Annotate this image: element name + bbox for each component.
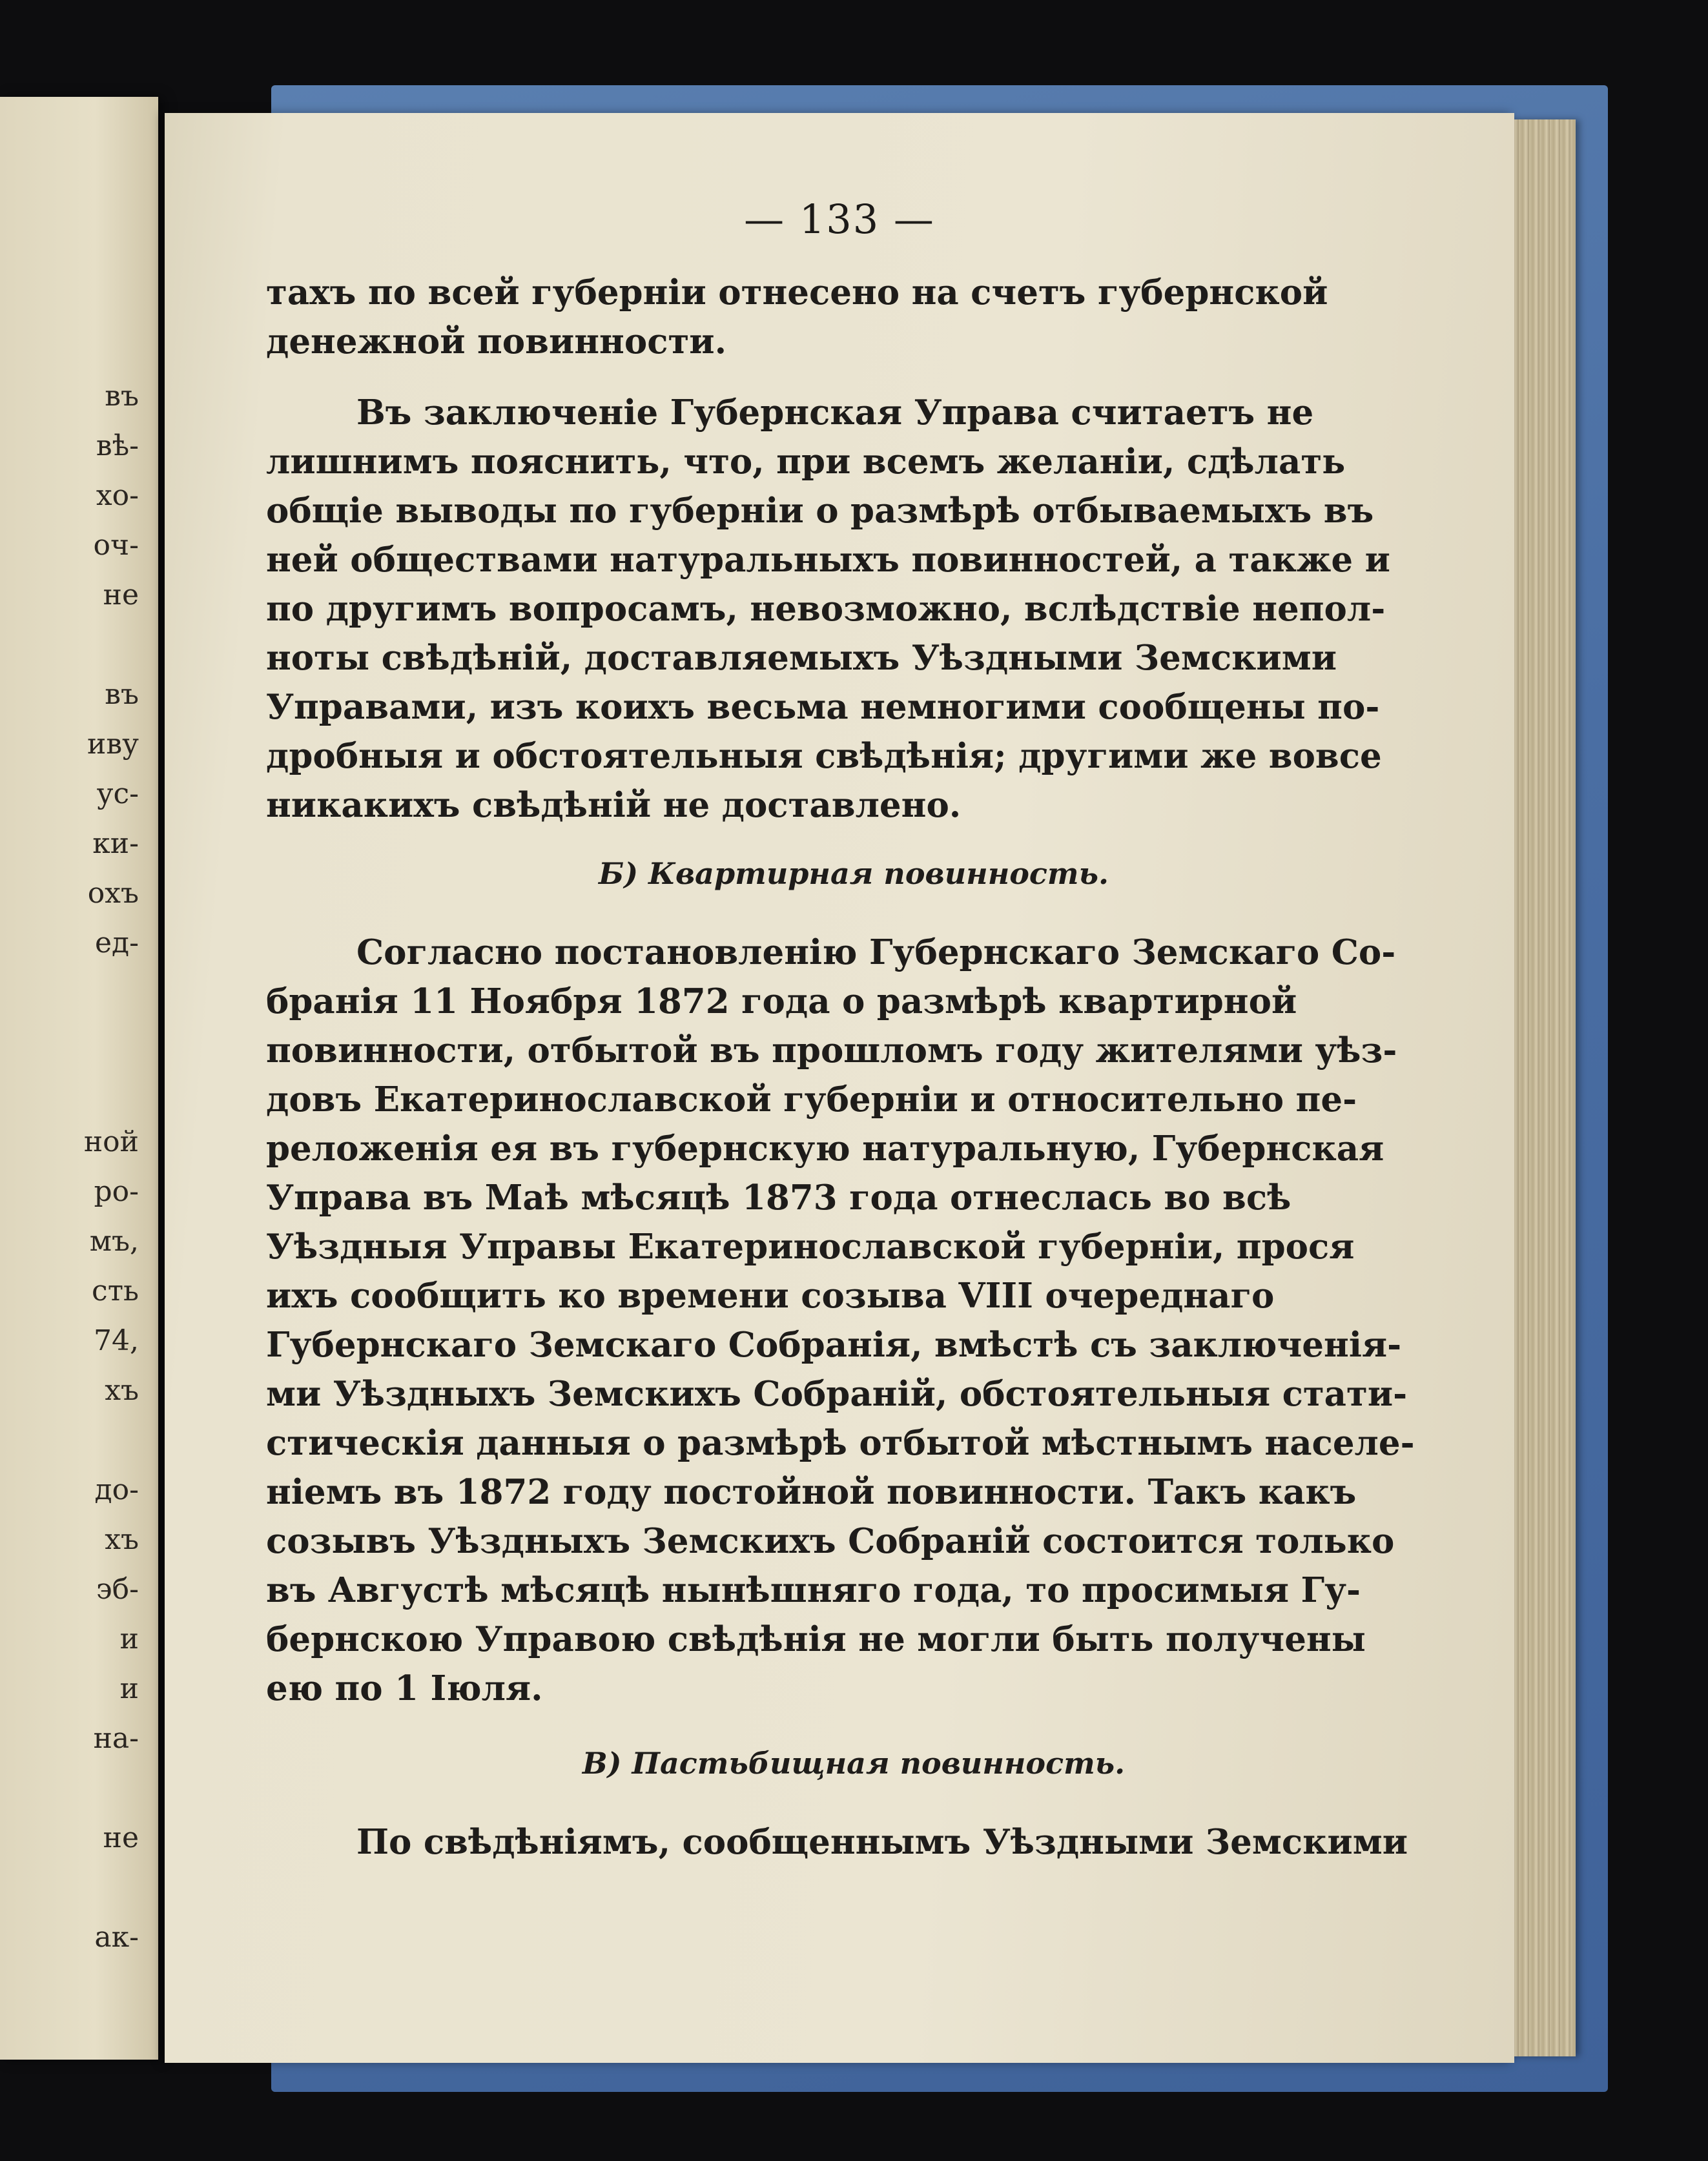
left-page-line: хъ bbox=[105, 1523, 139, 1556]
left-page-line: не bbox=[103, 579, 139, 611]
left-page-line: ус- bbox=[96, 777, 139, 810]
text-line: общіе выводы по губерніи о размѣрѣ отбываемыхъ въ bbox=[266, 491, 1374, 531]
left-page-line: эб- bbox=[96, 1573, 139, 1606]
left-page-line bbox=[0, 1415, 139, 1465]
left-page-line: ак- bbox=[94, 1921, 139, 1954]
text-line: ноты свѣдѣній, доставляемыхъ Уѣздными Земскими bbox=[266, 638, 1337, 678]
left-page-line: хъ bbox=[105, 1374, 139, 1407]
text-line: лишнимъ пояснить, что, при всемъ желаніи, сдѣлать bbox=[266, 442, 1346, 482]
left-page-line: до- bbox=[94, 1473, 139, 1506]
text-line: созывъ Уѣздныхъ Земскихъ Собраній состоится только bbox=[266, 1521, 1395, 1561]
left-page-line: на- bbox=[93, 1722, 139, 1755]
text-line: ею по 1 Іюля. bbox=[266, 1668, 543, 1708]
text-line: по другимъ вопросамъ, невозможно, вслѣдствіе непол- bbox=[266, 589, 1386, 629]
page-number: — 133 — bbox=[744, 196, 935, 243]
left-page-line bbox=[0, 620, 139, 670]
text-line: ніемъ въ 1872 году постойной повинности. Такъ какъ bbox=[266, 1472, 1357, 1512]
left-page-line: сть bbox=[92, 1275, 139, 1307]
paragraph-2 bbox=[266, 388, 1441, 830]
text-line: ми Уѣздныхъ Земскихъ Собраній, обстоятельныя стати- bbox=[266, 1374, 1408, 1414]
left-page-line: ной bbox=[83, 1125, 139, 1158]
text-line: повинности, отбытой въ прошломъ году жителями уѣз- bbox=[266, 1030, 1397, 1070]
left-page-line bbox=[0, 968, 139, 1018]
left-page-line: ро- bbox=[94, 1175, 139, 1208]
text-line: Уѣздныя Управы Екатеринославской губерніи, прося bbox=[266, 1227, 1355, 1267]
left-page-line: иву bbox=[87, 728, 139, 761]
left-page-line: охъ bbox=[87, 877, 139, 910]
text-line: Управами, изъ коихъ весьма немногими сообщены по- bbox=[266, 687, 1380, 727]
text-line: Губернскаго Земскаго Собранія, вмѣстѣ съ заключенія- bbox=[266, 1325, 1402, 1365]
text-line: бернскою Управою свѣдѣнія не могли быть получены bbox=[266, 1619, 1366, 1659]
left-page bbox=[0, 97, 158, 2060]
text-line: дробныя и обстоятельныя свѣдѣнія; другими же вовсе bbox=[266, 736, 1382, 776]
right-page bbox=[165, 113, 1514, 2063]
text-line: никакихъ свѣдѣній не доставлено. bbox=[266, 785, 962, 825]
left-page-line bbox=[0, 1067, 139, 1117]
text-line: реложенія ея въ губернскую натуральную, Губернская bbox=[266, 1129, 1384, 1169]
text-line: довъ Екатеринославской губерніи и относительно пе- bbox=[266, 1080, 1357, 1120]
paragraph-section-v bbox=[266, 1818, 1441, 1867]
left-page-line: ед- bbox=[95, 927, 139, 959]
left-page-line bbox=[0, 1763, 139, 1813]
paragraph-1 bbox=[266, 268, 1441, 366]
paragraph-gap bbox=[266, 366, 1441, 388]
paragraph-section-b bbox=[266, 928, 1441, 1713]
text-line: ихъ сообщить ко времени созыва VIII очереднаго bbox=[266, 1276, 1275, 1316]
left-page-line: вѣ- bbox=[96, 429, 139, 462]
text-line: тахъ по всей губерніи отнесено на счетъ губернской bbox=[266, 272, 1328, 312]
text-line: стическія данныя о размѣрѣ отбытой мѣстнымъ населе- bbox=[266, 1423, 1415, 1463]
text-line: Въ заключеніе Губернская Управа считаетъ не bbox=[356, 393, 1314, 433]
text-line: бранія 11 Ноября 1872 года о размѣрѣ квартирной bbox=[266, 981, 1297, 1021]
section-heading-b: Б) Квартирная повинность. bbox=[599, 856, 1109, 891]
left-page-line: и bbox=[119, 1672, 139, 1705]
text-line: Согласно постановленію Губернскаго Земскаго Со- bbox=[356, 932, 1396, 972]
text-line: ней обществами натуральныхъ повинностей, а также и bbox=[266, 540, 1390, 580]
left-page-line-endings bbox=[0, 371, 139, 1962]
left-page-line: ки- bbox=[92, 827, 139, 860]
text-line: Управа въ Маѣ мѣсяцѣ 1873 года отнеслась во всѣ bbox=[266, 1178, 1291, 1218]
text-line: По свѣдѣніямъ, сообщеннымъ Уѣздными Земскими bbox=[356, 1822, 1408, 1862]
section-heading-v: В) Пастьбищная повинность. bbox=[582, 1746, 1126, 1781]
left-page-line: мъ, bbox=[89, 1225, 139, 1258]
left-page-line bbox=[0, 1863, 139, 1912]
page-body bbox=[266, 268, 1441, 1867]
left-page-line: 74, bbox=[94, 1324, 139, 1357]
left-page-line: въ bbox=[105, 678, 139, 711]
left-page-line: оч- bbox=[93, 529, 139, 562]
left-page-line bbox=[0, 1018, 139, 1067]
left-page-line: не bbox=[103, 1821, 139, 1854]
text-line: денежной повинности. bbox=[266, 322, 727, 362]
left-page-line: и bbox=[119, 1623, 139, 1655]
left-page-line: хо- bbox=[96, 479, 139, 512]
left-page-line: въ bbox=[105, 380, 139, 413]
text-line: въ Августѣ мѣсяцѣ нынѣшняго года, то просимыя Гу- bbox=[266, 1570, 1361, 1610]
